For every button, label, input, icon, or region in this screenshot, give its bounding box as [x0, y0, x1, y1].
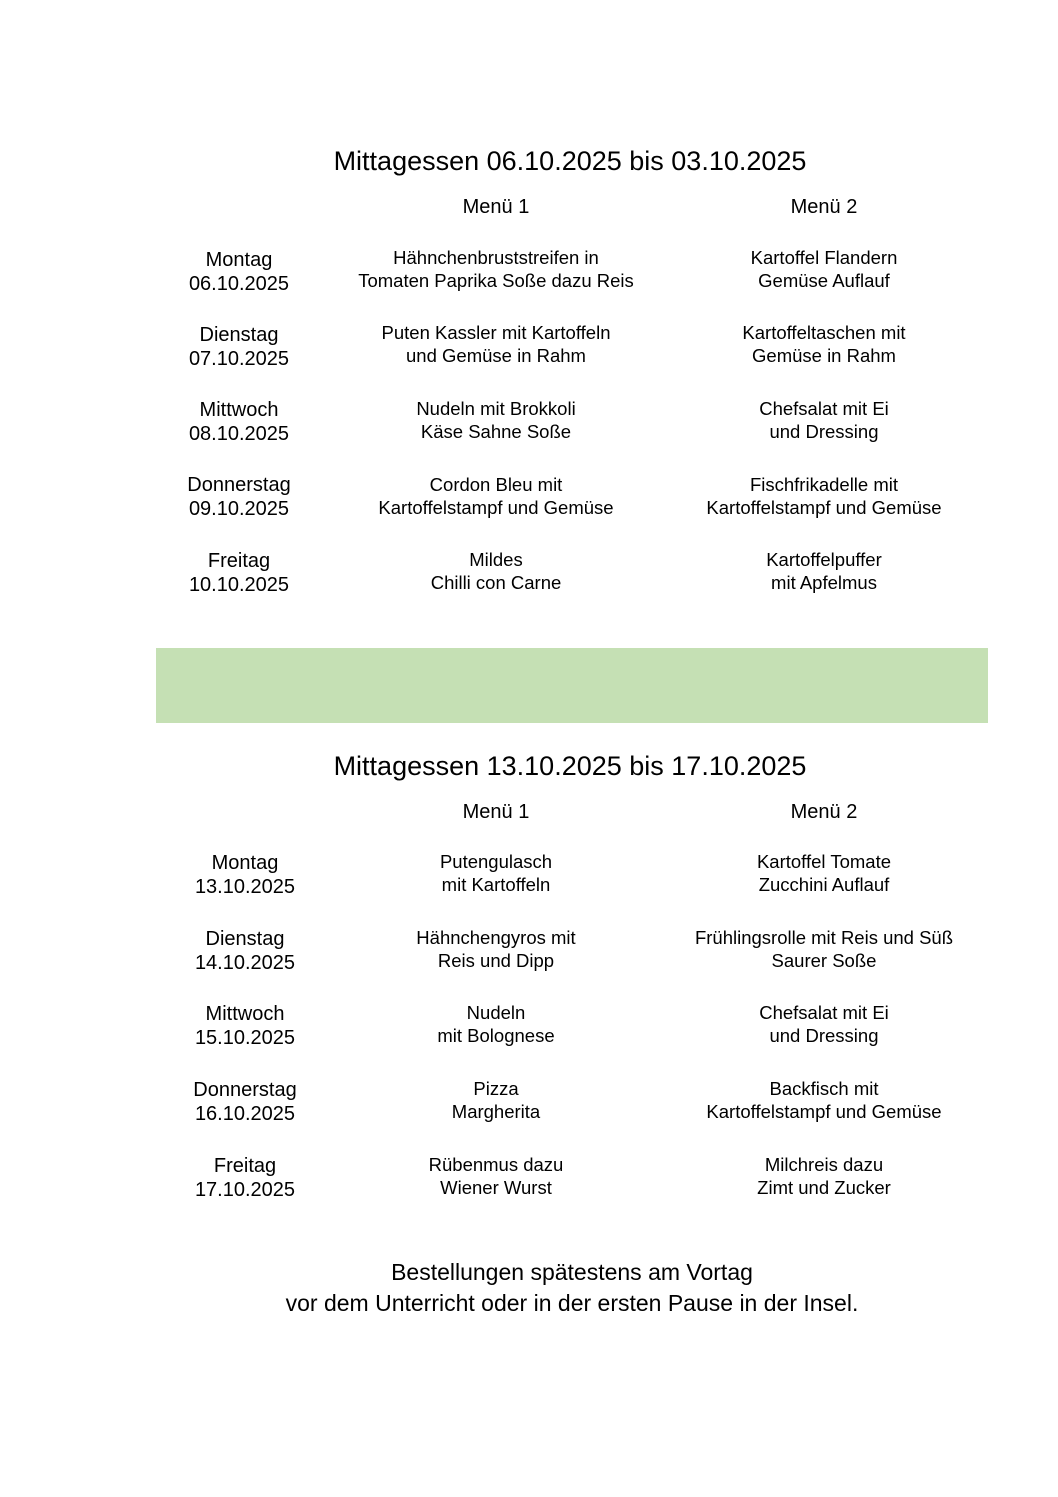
week2-monday-menu1: Putengulasch mit Kartoffeln	[439, 851, 553, 895]
week2-wednesday-menu1: Nudeln mit Bolognese	[437, 1002, 555, 1046]
week2-friday-menu1: Rübenmus dazu Wiener Wurst	[428, 1154, 564, 1198]
week2-day-wednesday: Mittwoch 15.10.2025	[194, 1003, 296, 1049]
week1-day-friday: Freitag 10.10.2025	[188, 550, 290, 596]
week1-day-tuesday: Dienstag 07.10.2025	[188, 324, 290, 370]
week1-tuesday-menu2: Kartoffeltaschen mit Gemüse in Rahm	[742, 322, 906, 366]
week1-friday-menu2: Kartoffelpuffer mit Apfelmus	[766, 549, 882, 593]
week1-friday-menu1: Mildes Chilli con Carne	[430, 549, 562, 593]
week1-menu1-header: Menü 1	[462, 196, 530, 218]
week2-day-friday: Freitag 17.10.2025	[194, 1155, 296, 1201]
week2-friday-menu2: Milchreis dazu Zimt und Zucker	[757, 1154, 891, 1198]
week1-thursday-menu2: Fischfrikadelle mit Kartoffelstampf und Gemüse	[706, 474, 942, 518]
week1-menu2-header: Menü 2	[790, 196, 858, 218]
separator-band	[156, 648, 988, 723]
week2-title: Mittagessen 13.10.2025 bis 17.10.2025	[333, 751, 807, 781]
week1-wednesday-menu1: Nudeln mit Brokkoli Käse Sahne Soße	[416, 398, 576, 442]
week1-monday-menu2: Kartoffel Flandern Gemüse Auflauf	[750, 247, 898, 291]
week2-day-thursday: Donnerstag 16.10.2025	[193, 1079, 297, 1125]
week2-menu1-header: Menü 1	[462, 801, 530, 823]
week1-day-thursday: Donnerstag 09.10.2025	[187, 474, 291, 520]
week1-day-monday: Montag 06.10.2025	[188, 249, 290, 295]
week2-thursday-menu2: Backfisch mit Kartoffelstampf und Gemüse	[706, 1078, 942, 1122]
week2-tuesday-menu1: Hähnchengyros mit Reis und Dipp	[416, 927, 576, 971]
week2-wednesday-menu2: Chefsalat mit Ei und Dressing	[759, 1002, 889, 1046]
week1-day-wednesday: Mittwoch 08.10.2025	[188, 399, 290, 445]
week2-day-monday: Montag 13.10.2025	[194, 852, 296, 898]
order-notice: Bestellungen spätestens am Vortag vor dem Unterricht oder in der ersten Pause in der Insel.	[285, 1259, 859, 1316]
week1-monday-menu1: Hähnchenbruststreifen in Tomaten Paprika Soße dazu Reis	[358, 247, 634, 291]
week2-tuesday-menu2: Frühlingsrolle mit Reis und Süß Saurer Soße	[694, 927, 954, 971]
week2-monday-menu2: Kartoffel Tomate Zucchini Auflauf	[756, 851, 892, 895]
week2-day-tuesday: Dienstag 14.10.2025	[194, 928, 296, 974]
week1-thursday-menu1: Cordon Bleu mit Kartoffelstampf und Gemüse	[378, 474, 614, 518]
week1-wednesday-menu2: Chefsalat mit Ei und Dressing	[759, 398, 889, 442]
week2-thursday-menu1: Pizza Margherita	[451, 1078, 541, 1122]
week2-menu2-header: Menü 2	[790, 801, 858, 823]
week1-tuesday-menu1: Puten Kassler mit Kartoffeln und Gemüse in Rahm	[381, 322, 611, 366]
week1-title: Mittagessen 06.10.2025 bis 03.10.2025	[333, 146, 807, 176]
